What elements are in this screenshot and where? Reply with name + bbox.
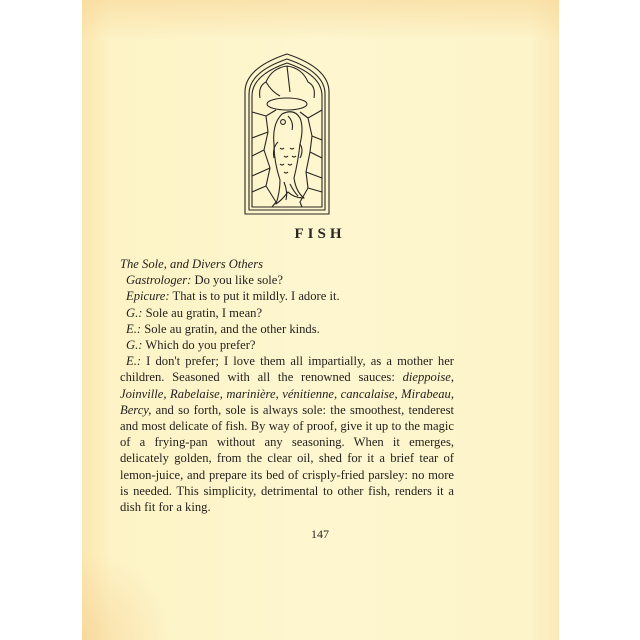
speaker: Gastrologer: [126,273,192,288]
page-number: 147 [311,527,329,541]
speech-part-2: and so forth, sole is always sole: the smoothest, tenderest and most delicate of fish. By way of proof, give it up to the magic of a frying-pan without any seasoning. When it emerges, delicately golden, from the clear oil, shed for it a brief tear of lemon-juice, and prepare its bed of crisply-fried parsley: no more is needed. This simplicity, detrimental to other fish, renders it a dish fit for a king. [120,402,454,515]
chapter-title: FISH [294,226,346,242]
speaker: G.: [126,338,143,353]
stained-glass-window-fish-icon [242,52,332,216]
dialogue-line [120,337,454,353]
dialogue-line [120,321,454,337]
speaker: Epicure: [126,289,170,304]
epicure-speech [120,353,454,515]
speech-part-1: I don't prefer; I love them all impartially, as a mother her children. Seasoned with all the renowned sauces: [120,354,454,385]
dialogue-line [120,272,454,288]
dialogue-line [120,288,454,304]
dialogue-line [120,305,454,321]
speaker: G.: [126,305,143,320]
speaker: E.: [126,321,142,336]
section-heading: The Sole, and Divers Others [120,257,264,271]
speaker: E.: [126,354,142,369]
line: That is to put it mildly. I adore it. [172,289,340,304]
sauce-list: dieppoise, Joinville, Rabelaise, marinière, vénitienne, cancalaise, Mirabeau, Bercy, [120,370,454,417]
line: Which do you prefer? [145,338,256,353]
line: Do you like sole? [194,273,283,288]
line: Sole au gratin, and the other kinds. [144,321,320,336]
line: Sole au gratin, I mean? [145,305,263,320]
chapter-text [120,256,454,515]
